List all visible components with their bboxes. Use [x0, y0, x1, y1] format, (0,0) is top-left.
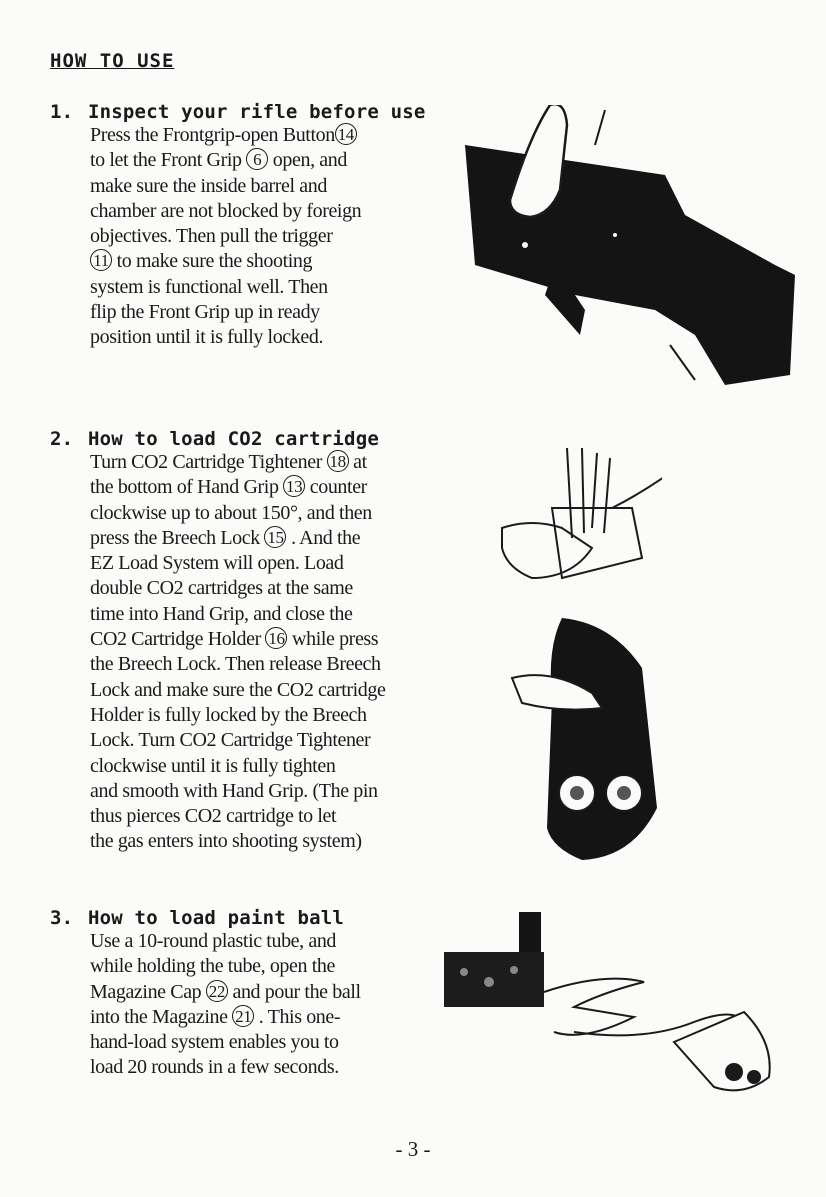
text-run: into the Magazine: [90, 1005, 233, 1028]
text-line: [90, 829, 385, 854]
part-number-callout: 18: [327, 450, 349, 472]
text-run: and pour the ball: [227, 980, 361, 1003]
co2-cartridge-loading-illustration: [492, 448, 662, 866]
text-run: system is functional well. Then: [90, 275, 328, 298]
text-run: flip the Front Grip up in ready: [90, 301, 320, 324]
text-run: Holder is fully locked by the Breech: [90, 703, 367, 726]
text-line: [90, 224, 426, 249]
text-line: [90, 804, 385, 829]
section-body: [90, 929, 361, 1081]
text-line: [90, 929, 361, 954]
part-number-callout: 13: [283, 475, 305, 497]
text-line: [90, 678, 385, 703]
text-line: [90, 703, 385, 728]
text-line: [90, 249, 426, 274]
text-line: [90, 627, 385, 652]
text-line: [90, 450, 385, 475]
part-number-callout: 21: [232, 1005, 254, 1027]
text-run: objectives. Then pull the trigger: [90, 225, 333, 248]
text-line: [90, 652, 385, 677]
text-line: [90, 602, 385, 627]
text-run: the bottom of Hand Grip: [90, 476, 284, 499]
section-body: [90, 123, 426, 351]
text-line: [90, 576, 385, 601]
text-run: thus pierces CO2 cartridge to let: [90, 805, 337, 828]
text-run: Use a 10-round plastic tube, and: [90, 930, 337, 952]
part-number-callout: 6: [246, 148, 268, 170]
text-run: while press: [287, 628, 379, 651]
text-line: [90, 501, 385, 526]
part-number-callout: 16: [265, 627, 287, 649]
text-run: Lock. Turn CO2 Cartridge Tightener: [90, 729, 371, 752]
text-line: [90, 199, 426, 224]
section-title: 3. How to load paint ball: [50, 907, 345, 929]
paintball-tube-loading-illustration: [444, 912, 780, 1102]
part-number-callout: 22: [206, 980, 228, 1002]
text-run: load 20 rounds in a few seconds.: [90, 1056, 339, 1079]
text-line: [90, 1055, 361, 1080]
text-line: [90, 779, 385, 804]
text-run: make sure the inside barrel and: [90, 174, 327, 197]
text-run: press the Breech Lock: [90, 526, 265, 549]
text-run: EZ Load System will open. Load: [90, 552, 344, 575]
section-inspect-rifle: [50, 101, 426, 351]
text-run: the gas enters into shooting system): [90, 830, 362, 853]
text-line: [90, 275, 426, 300]
section-load-co2: [50, 428, 385, 855]
text-run: position until it is fully locked.: [90, 326, 324, 349]
text-run: clockwise up to about 150°, and then: [90, 501, 372, 524]
text-line: [90, 300, 426, 325]
text-run: double CO2 cartridges at the same: [90, 577, 353, 600]
text-run: . This one-: [254, 1005, 341, 1028]
text-run: . And the: [286, 526, 361, 549]
text-line: [90, 526, 385, 551]
text-line: [90, 954, 361, 979]
page-heading: HOW TO USE: [50, 50, 175, 72]
text-run: CO2 Cartridge Holder: [90, 628, 266, 651]
text-line: [90, 551, 385, 576]
text-run: while holding the tube, open the: [90, 955, 335, 978]
page-number: - 3 -: [395, 1137, 431, 1161]
section-title: 2. How to load CO2 cartridge: [50, 428, 379, 450]
section-title: 1. Inspect your rifle before use: [50, 101, 426, 123]
text-run: Turn CO2 Cartridge Tightener: [90, 451, 327, 473]
text-line: [90, 1030, 361, 1055]
section-load-paintball: [50, 907, 361, 1081]
text-run: at: [348, 451, 367, 473]
section-body: [90, 450, 385, 855]
text-run: time into Hand Grip, and close the: [90, 602, 353, 625]
text-line: [90, 148, 426, 173]
text-run: to make sure the shooting: [112, 250, 313, 273]
text-run: the Breech Lock. Then release Breech: [90, 653, 381, 676]
text-run: open, and: [268, 149, 347, 172]
text-line: [90, 754, 385, 779]
text-line: [90, 980, 361, 1005]
text-run: to let the Front Grip: [90, 149, 247, 172]
text-run: Press the Frontgrip-open Button: [90, 124, 335, 146]
text-run: hand-load system enables you to: [90, 1031, 339, 1054]
text-line: [90, 123, 426, 148]
text-run: chamber are not blocked by foreign: [90, 199, 362, 222]
trigger-inspection-illustration: [455, 105, 800, 390]
text-line: [90, 728, 385, 753]
part-number-callout: 11: [90, 249, 112, 271]
part-number-callout: 15: [264, 526, 286, 548]
text-run: and smooth with Hand Grip. (The pin: [90, 779, 378, 802]
text-run: Magazine Cap: [90, 980, 206, 1003]
text-line: [90, 475, 385, 500]
text-run: Lock and make sure the CO2 cartridge: [90, 678, 386, 701]
part-number-callout: 14: [335, 123, 357, 145]
text-line: [90, 325, 426, 350]
text-run: counter: [305, 476, 367, 499]
text-line: [90, 1005, 361, 1030]
text-run: clockwise until it is fully tighten: [90, 754, 336, 777]
text-line: [90, 174, 426, 199]
